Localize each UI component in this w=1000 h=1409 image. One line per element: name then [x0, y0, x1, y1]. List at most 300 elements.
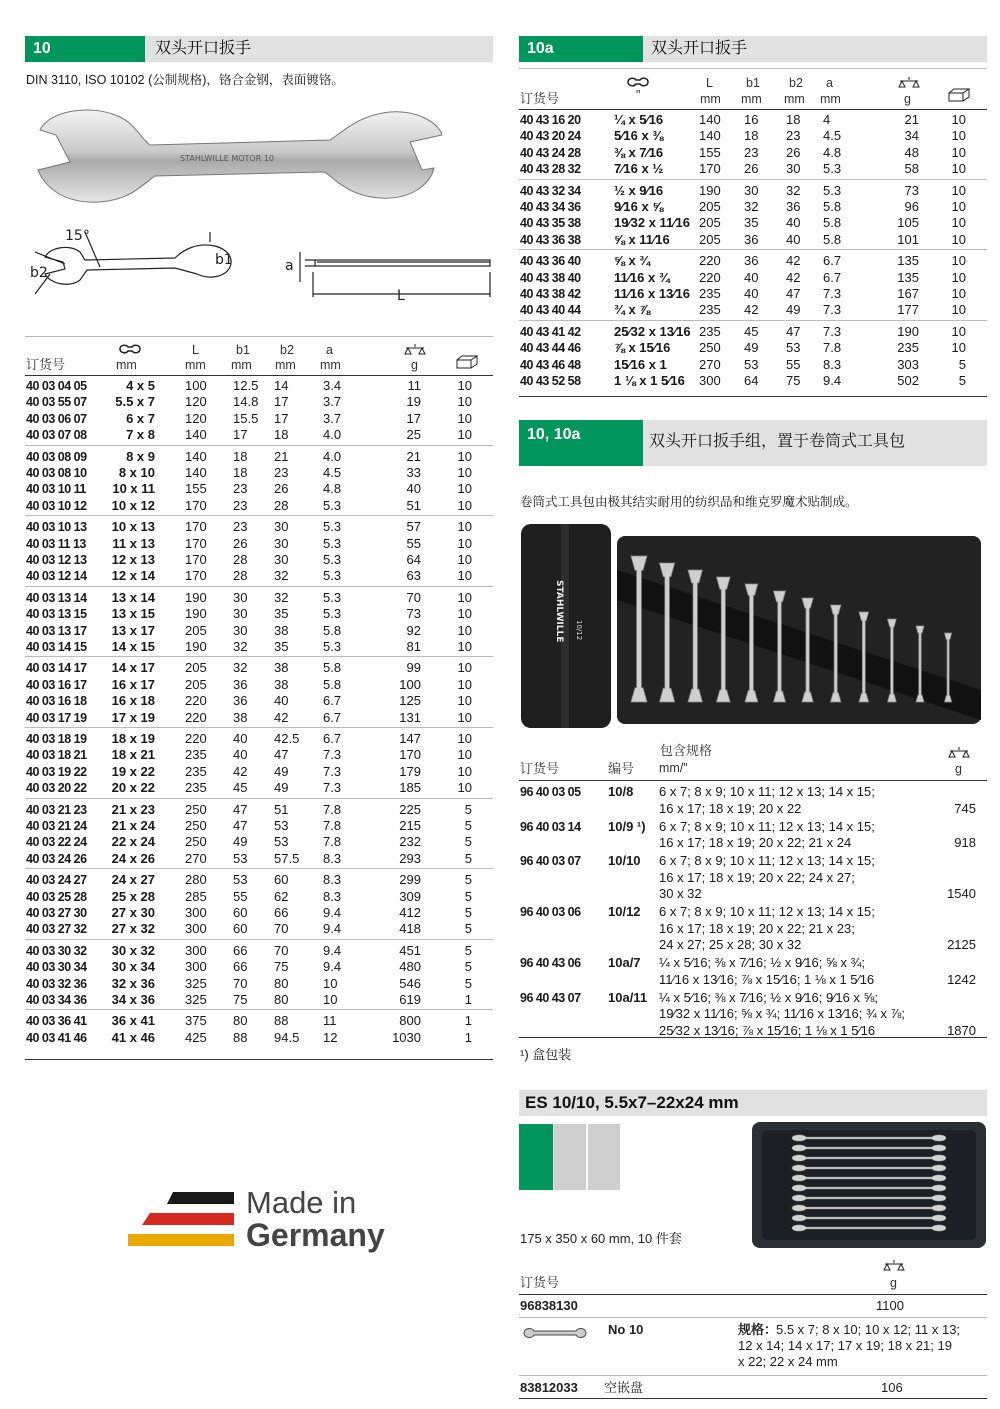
- table-row: [25, 693, 493, 709]
- order-number: 40 03 14 17: [26, 661, 87, 676]
- order-number: 40 03 21 24: [26, 819, 87, 833]
- b1: 36: [744, 231, 759, 247]
- pack-qty: 10: [951, 161, 966, 177]
- b2: 40: [786, 215, 801, 231]
- b2: 23: [786, 128, 801, 144]
- b1: 35: [744, 215, 759, 231]
- tool-tray-image: [752, 1122, 986, 1248]
- set-contents-line: 6 x 7; 8 x 9; 10 x 11; 12 x 13; 14 x 15;: [659, 853, 875, 868]
- order-number: 40 03 18 19: [26, 732, 87, 746]
- pack-qty: 10: [457, 497, 472, 513]
- size: 30 x 32: [111, 942, 155, 958]
- weight: 215: [399, 818, 421, 833]
- b2: 70: [274, 921, 289, 937]
- col-header-g-unit: g: [955, 762, 962, 776]
- b2: 55: [786, 356, 801, 372]
- weight: 92: [406, 622, 421, 638]
- set-weight: 2125: [947, 937, 976, 952]
- a: 5.8: [823, 199, 842, 214]
- col-header-order: 订货号: [520, 761, 560, 776]
- pack-qty: 10: [457, 747, 472, 763]
- weight: 101: [897, 231, 919, 247]
- table-row: [25, 536, 493, 552]
- col-header-code: 编号: [608, 761, 635, 776]
- table-row: [519, 161, 987, 177]
- a: 3.7: [323, 410, 342, 426]
- order-number: 96 40 43 06: [520, 956, 581, 970]
- es-spec-label: 规格：: [738, 1322, 778, 1337]
- size-inch: ¼ x 5⁄16: [614, 112, 664, 127]
- length: 170: [185, 568, 207, 584]
- weight: 1030: [392, 1029, 421, 1045]
- size: 10 x 12: [111, 497, 155, 513]
- pack-qty: 10: [457, 394, 472, 410]
- wrench-size-icon: [626, 76, 650, 88]
- es-weight: 1100: [876, 1298, 904, 1313]
- pack-qty: 10: [951, 302, 966, 318]
- a: 6.7: [823, 269, 842, 285]
- length: 120: [185, 394, 207, 410]
- made-in-germany-logo: [128, 1192, 234, 1253]
- length: 250: [185, 834, 207, 850]
- table-row: [519, 253, 987, 269]
- order-number: 40 43 36 38: [520, 232, 581, 247]
- table-row: [25, 660, 493, 676]
- size: 13 x 17: [111, 622, 155, 638]
- length: 205: [699, 215, 721, 231]
- length: 300: [185, 921, 207, 937]
- weight: 100: [399, 676, 421, 692]
- length: 170: [185, 552, 207, 567]
- length: 300: [185, 959, 207, 975]
- order-number: 40 03 18 21: [26, 748, 87, 763]
- b2: 40: [786, 231, 801, 247]
- b1: 26: [233, 535, 248, 551]
- group-separator: [519, 179, 987, 180]
- b1: 66: [233, 959, 248, 975]
- col-header-b1: b1: [236, 343, 250, 357]
- module-width-gray-1: [554, 1124, 586, 1190]
- a: 7.8: [323, 834, 342, 850]
- set-weight: 1870: [947, 1022, 976, 1038]
- size: 11 x 13: [112, 535, 155, 551]
- a: 5.3: [323, 639, 342, 654]
- b1: 28: [233, 568, 248, 584]
- tray-order-number: 83812033: [520, 1380, 578, 1395]
- a: 5.3: [323, 568, 342, 584]
- module-width-gray-2: [588, 1124, 620, 1190]
- table-row: [25, 639, 493, 655]
- a: 5.3: [323, 497, 342, 513]
- a: 10: [323, 992, 338, 1007]
- table-row: [519, 215, 987, 231]
- order-number: 40 43 32 34: [520, 183, 581, 198]
- size: 25 x 28: [111, 888, 155, 904]
- pack-qty: 10: [457, 639, 472, 654]
- set-weight: 1540: [947, 886, 976, 901]
- weight: 19: [406, 394, 421, 410]
- b1: 23: [744, 144, 759, 160]
- order-number: 40 03 30 34: [26, 960, 87, 975]
- b1: 12.5: [233, 378, 259, 393]
- a: 9.4: [323, 942, 342, 958]
- a: 6.7: [323, 693, 342, 709]
- length: 220: [185, 709, 207, 725]
- length: 270: [185, 850, 207, 866]
- a: 9.4: [823, 373, 842, 388]
- table-row: [519, 324, 987, 340]
- group-separator: [519, 249, 987, 250]
- group-separator: [25, 515, 493, 516]
- length: 220: [699, 253, 721, 269]
- weight: 70: [406, 589, 421, 605]
- b2: 60: [274, 872, 289, 888]
- length: 205: [185, 660, 207, 676]
- b1: 42: [233, 763, 248, 779]
- weight: 135: [897, 253, 919, 269]
- dimension-diagram: [25, 222, 495, 307]
- a: 5.8: [323, 622, 342, 638]
- length: 140: [185, 427, 207, 443]
- table-row: [25, 427, 493, 443]
- pack-qty: 10: [457, 589, 472, 605]
- b2: 75: [786, 373, 801, 388]
- pack-qty: 10: [951, 286, 966, 301]
- a: 4: [823, 112, 831, 127]
- b2: 23: [274, 465, 289, 480]
- pouch-set-text: 10/12: [575, 620, 583, 641]
- b1: 75: [233, 992, 248, 1007]
- group-separator: [519, 320, 987, 321]
- size-inch: 25⁄32 x 13⁄16: [614, 323, 691, 339]
- weight: 418: [399, 921, 421, 937]
- weight: 11: [407, 378, 421, 393]
- diagram-L-label: L: [397, 288, 405, 304]
- set-contents-line: 16 x 17; 18 x 19; 20 x 22; 24 x 27;: [659, 869, 855, 885]
- order-number: 40 43 16 20: [520, 113, 581, 127]
- set-contents-line: 6 x 7; 8 x 9; 10 x 11; 12 x 13; 14 x 15;: [659, 818, 875, 834]
- b1: 47: [233, 801, 248, 817]
- order-number: 40 03 27 30: [26, 906, 87, 920]
- table-row: [25, 764, 493, 780]
- b1: 60: [233, 905, 248, 920]
- b2: 49: [274, 763, 289, 779]
- size-inch: 11⁄16 x 13⁄16: [614, 286, 690, 301]
- weight-icon: [948, 746, 970, 760]
- size: 6 x 7: [126, 410, 155, 426]
- weight: 99: [406, 660, 421, 676]
- order-number: 40 03 17 19: [26, 710, 87, 725]
- set-contents-line: 16 x 17; 18 x 19; 20 x 22; 21 x 23;: [659, 920, 855, 936]
- section-header-10a: [519, 36, 987, 62]
- length: 235: [185, 780, 207, 796]
- b1: 40: [744, 269, 759, 285]
- b1: 38: [233, 709, 248, 725]
- length: 100: [185, 378, 207, 393]
- pack-qty: 10: [457, 731, 472, 746]
- order-number: 40 03 13 17: [26, 623, 87, 638]
- table-row: [519, 373, 987, 389]
- b2: 38: [274, 676, 289, 692]
- length: 250: [185, 818, 207, 833]
- a: 8.3: [323, 850, 342, 866]
- table-row: [25, 905, 493, 921]
- b1: 23: [233, 481, 248, 497]
- section-badge: 10: [25, 36, 145, 62]
- order-number: 40 43 44 46: [520, 341, 581, 356]
- pack-qty: 10: [457, 465, 472, 480]
- a: 6.7: [823, 253, 842, 269]
- pack-qty: 5: [464, 801, 472, 817]
- size-inch: ⅞ x 15⁄16: [614, 340, 671, 356]
- order-number: 40 03 10 12: [26, 498, 87, 513]
- b2: 17: [274, 410, 289, 426]
- pack-qty: 5: [958, 356, 966, 372]
- b2: 32: [274, 568, 289, 584]
- b2: 53: [274, 818, 289, 833]
- a: 6.7: [323, 709, 342, 725]
- b1: 26: [744, 161, 759, 177]
- a: 7.3: [823, 323, 842, 339]
- size-inch: ½ x 9⁄16: [614, 182, 664, 198]
- size: 17 x 19: [111, 709, 155, 725]
- table-row: [25, 1013, 493, 1029]
- group-separator: [25, 727, 493, 728]
- b2: 30: [786, 161, 801, 177]
- pack-qty: 10: [951, 128, 966, 144]
- diagram-a-label: a: [285, 258, 294, 274]
- weight: 64: [406, 552, 421, 567]
- size: 14 x 17: [111, 660, 155, 676]
- size-inch: ¾ x ⅞: [614, 302, 651, 318]
- col-header-g-unit: g: [904, 92, 911, 106]
- length: 190: [185, 606, 207, 622]
- table-row: [25, 394, 493, 410]
- table-top-rule: [25, 336, 493, 337]
- a: 5.3: [323, 589, 342, 605]
- b1: 40: [233, 731, 248, 746]
- length: 205: [185, 622, 207, 638]
- length: 235: [699, 302, 721, 318]
- length: 140: [185, 448, 207, 464]
- a: 5.3: [823, 182, 842, 198]
- table-row: [25, 834, 493, 850]
- table-row: [25, 872, 493, 888]
- length: 270: [699, 356, 721, 372]
- section-header-es: [519, 1090, 987, 1116]
- set-weight: 745: [954, 800, 976, 816]
- table-row: [25, 1030, 493, 1046]
- b1: 30: [233, 589, 248, 605]
- table-row: [25, 449, 493, 465]
- set-contents-line: 24 x 27; 25 x 28; 30 x 32: [659, 937, 802, 952]
- length: 140: [699, 112, 721, 127]
- order-number: 40 03 41 46: [26, 1030, 87, 1045]
- b1: 53: [744, 356, 759, 372]
- pack-qty: 5: [464, 975, 472, 991]
- a: 9.4: [323, 959, 342, 975]
- group-separator: [25, 1009, 493, 1010]
- b1: 36: [744, 253, 759, 269]
- section-header-set: [519, 420, 987, 466]
- table-row: [519, 145, 987, 161]
- b1: 40: [744, 286, 759, 301]
- pack-qty: 5: [958, 373, 966, 388]
- set-contents-line: 30 x 32: [659, 886, 702, 901]
- length: 155: [185, 481, 207, 497]
- weight: 546: [399, 975, 421, 991]
- a: 4.8: [823, 144, 842, 160]
- table-row: [25, 851, 493, 867]
- length: 170: [185, 497, 207, 513]
- table-row: [25, 590, 493, 606]
- set-contents-line: 11⁄16 x 13⁄16; ⅞ x 15⁄16; 1 ⅛ x 1 5⁄16: [659, 971, 875, 987]
- es-spec-line-1: 5.5 x 7; 8 x 10; 10 x 12; 11 x 13;: [776, 1322, 961, 1337]
- weight-icon: [898, 76, 920, 90]
- order-number: 96 40 43 07: [520, 990, 581, 1005]
- size: 21 x 24: [111, 818, 155, 833]
- length: 205: [699, 231, 721, 247]
- weight: 73: [406, 606, 421, 622]
- weight: 619: [399, 992, 421, 1007]
- weight: 40: [406, 481, 421, 497]
- order-number: 40 03 13 14: [26, 590, 87, 605]
- weight: 131: [399, 709, 421, 725]
- b1: 18: [744, 128, 759, 144]
- a: 7.3: [823, 302, 842, 318]
- size: 12 x 13: [111, 552, 155, 567]
- b1: 53: [233, 872, 248, 888]
- table-row: [519, 232, 987, 248]
- col-header-contents: 包含规格: [660, 743, 713, 758]
- pack-qty: 5: [464, 872, 472, 888]
- length: 250: [185, 801, 207, 817]
- order-number: 40 43 46 48: [520, 357, 581, 372]
- size: 27 x 30: [111, 905, 155, 920]
- b1: 47: [233, 818, 248, 833]
- b2: 57.5: [274, 850, 300, 866]
- a: 3.7: [323, 394, 342, 410]
- col-header-b2-unit: mm: [784, 92, 805, 106]
- length: 285: [185, 888, 207, 904]
- table-header-rule: [519, 109, 987, 110]
- size: 34 x 36: [111, 992, 155, 1007]
- weight: 51: [406, 497, 421, 513]
- diagram-angle-label: 15°: [65, 228, 90, 244]
- a: 5.3: [823, 161, 842, 177]
- a: 7.8: [823, 340, 842, 356]
- b2: 18: [786, 112, 801, 127]
- a: 10: [323, 975, 338, 991]
- set-code: 10/10: [608, 853, 641, 868]
- length: 205: [699, 199, 721, 214]
- size: 27 x 32: [111, 921, 155, 937]
- weight: 147: [399, 731, 421, 746]
- b2: 47: [274, 747, 289, 763]
- b1: 70: [233, 975, 248, 991]
- order-number: 40 03 06 07: [26, 411, 87, 426]
- size-inch: 19⁄32 x 11⁄16: [614, 215, 690, 231]
- col-header-g-unit: g: [890, 1276, 897, 1290]
- table-row: [519, 183, 987, 199]
- pack-qty: 10: [457, 780, 472, 796]
- table-row: [25, 943, 493, 959]
- a: 4.5: [823, 128, 842, 144]
- col-header-L-unit: mm: [700, 92, 721, 106]
- size: 24 x 27: [111, 872, 155, 888]
- row-rule: [519, 1317, 987, 1318]
- order-number: 40 03 27 32: [26, 922, 87, 937]
- weight: 190: [897, 323, 919, 339]
- pack-qty: 5: [464, 942, 472, 958]
- b1: 28: [233, 552, 248, 567]
- length: 235: [185, 747, 207, 763]
- group-separator: [25, 868, 493, 869]
- order-number: 40 43 28 32: [520, 162, 581, 177]
- wrench-size-icon: [118, 343, 142, 355]
- b2: 21: [274, 448, 289, 464]
- b1: 80: [233, 1013, 248, 1029]
- order-number: 40 43 38 42: [520, 287, 581, 301]
- pack-qty: 5: [464, 959, 472, 975]
- length: 235: [699, 286, 721, 301]
- set-contents-line: 25⁄32 x 13⁄16; ⅞ x 15⁄16; 1 ⅛ x 1 5⁄16: [659, 1022, 876, 1038]
- pack-qty: 5: [464, 834, 472, 850]
- b1: 30: [233, 622, 248, 638]
- table-header-rule: [519, 1294, 987, 1295]
- size: 18 x 19: [111, 731, 155, 746]
- size: 16 x 17: [111, 676, 155, 692]
- b2: 17: [274, 394, 289, 410]
- size: 36 x 41: [111, 1013, 155, 1029]
- pack-qty: 1: [464, 1013, 472, 1029]
- pack-qty: 10: [457, 410, 472, 426]
- b1: 30: [233, 606, 248, 622]
- size-inch: 7⁄16 x ½: [614, 161, 664, 177]
- pack-qty: 10: [951, 323, 966, 339]
- table-row: [25, 921, 493, 937]
- size: 13 x 15: [111, 606, 155, 622]
- table-row: [25, 465, 493, 481]
- col-header-contents-unit: mm/": [659, 761, 688, 775]
- pack-qty: 10: [457, 552, 472, 567]
- size: 12 x 14: [111, 568, 155, 584]
- b2: 80: [274, 975, 289, 991]
- order-number: 40 03 21 23: [26, 802, 87, 817]
- table-row: [25, 731, 493, 747]
- pack-qty: 10: [457, 481, 472, 497]
- pack-qty: 10: [951, 269, 966, 285]
- b2: 42: [274, 709, 289, 725]
- pack-qty: 10: [951, 199, 966, 214]
- size: 21 x 23: [111, 801, 155, 817]
- set-code: 10/8: [608, 784, 634, 799]
- pack-qty: 10: [951, 253, 966, 269]
- b1: 60: [233, 921, 248, 937]
- b1: 64: [744, 373, 759, 388]
- weight: 309: [399, 888, 421, 904]
- b1: 36: [233, 693, 248, 709]
- a: 7.8: [323, 801, 342, 817]
- col-header-L: L: [706, 76, 713, 90]
- pack-qty: 10: [457, 622, 472, 638]
- b2: 28: [274, 497, 289, 513]
- order-number: 96 40 03 06: [520, 905, 581, 919]
- pack-qty: 10: [457, 660, 472, 676]
- a: 7.8: [323, 818, 342, 833]
- a: 7.3: [323, 747, 342, 763]
- table-row: [519, 340, 987, 356]
